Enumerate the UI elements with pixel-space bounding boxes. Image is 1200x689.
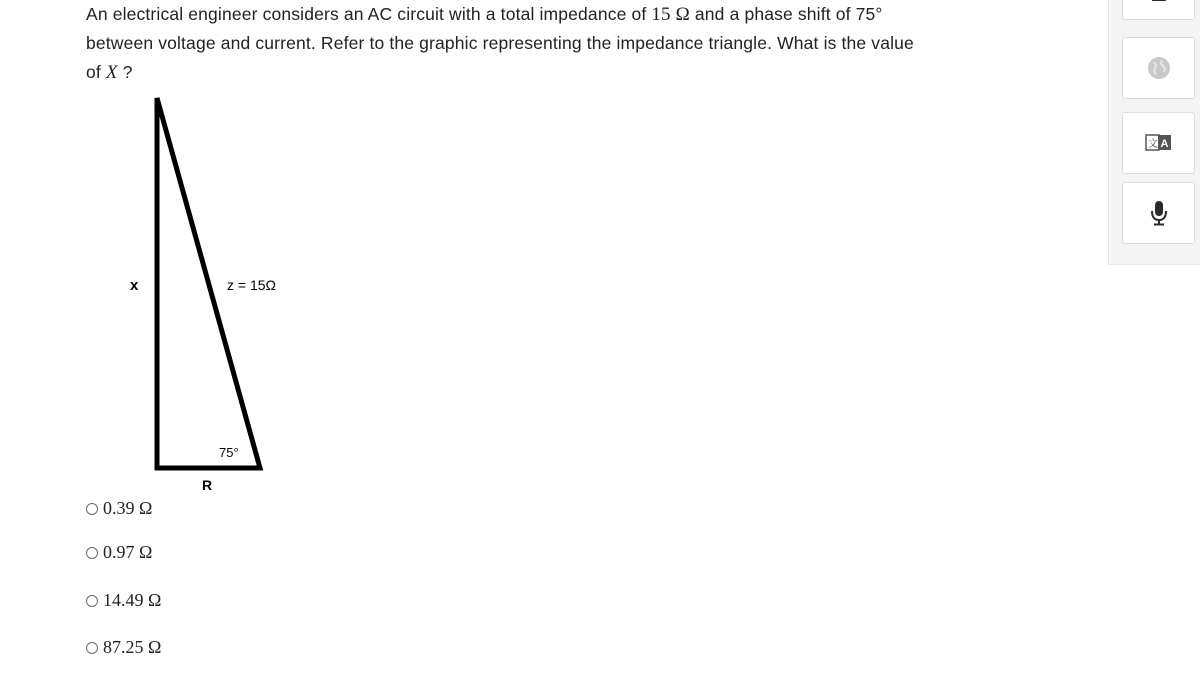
accessibility-toolbar [1108,0,1200,265]
question-text-part: and a phase shift of 75° [689,4,883,24]
question-text-part: of [86,62,106,82]
translate-icon [1145,132,1173,154]
variable-x: X [105,62,118,83]
radio-button[interactable] [86,595,98,607]
option-c[interactable] [86,590,161,611]
question-text [86,0,1116,87]
label-angle: 75° [219,445,239,460]
option-label: 87.25 Ω [103,637,162,657]
option-d[interactable] [86,637,161,658]
print-button[interactable] [1122,0,1195,20]
radio-button[interactable] [86,503,98,515]
impedance-value: 15 Ω [651,4,690,25]
translate-glyph: A [1160,138,1168,150]
radio-button[interactable] [86,642,98,654]
radio-button[interactable] [86,547,98,559]
svg-text:文: 文 [1147,139,1158,150]
label-r: R [202,477,213,493]
question-text-part: An electrical engineer considers an AC circuit with a total impedance of [86,4,652,24]
option-b[interactable] [86,542,152,563]
microphone-icon [1149,200,1169,226]
impedance-triangle-figure [110,90,280,500]
print-icon [1146,0,1172,2]
label-z: z = 15Ω [227,277,276,293]
globe-button[interactable] [1122,37,1195,99]
option-a[interactable] [86,498,152,519]
option-label: 0.97 Ω [103,542,153,562]
translate-button[interactable] [1122,112,1195,174]
label-x: x [130,277,139,294]
question-line-3 [86,58,1116,87]
question-text-part: ? [117,62,133,82]
option-label: 14.49 Ω [103,590,162,610]
option-label: 0.39 Ω [103,498,153,518]
microphone-button[interactable] [1122,182,1195,244]
globe-icon [1147,56,1171,80]
question-line-1 [86,0,1116,29]
impedance-triangle [110,90,280,500]
question-line-2: between voltage and current. Refer to the graphic representing the impedance triangle. What is the value [86,33,914,53]
